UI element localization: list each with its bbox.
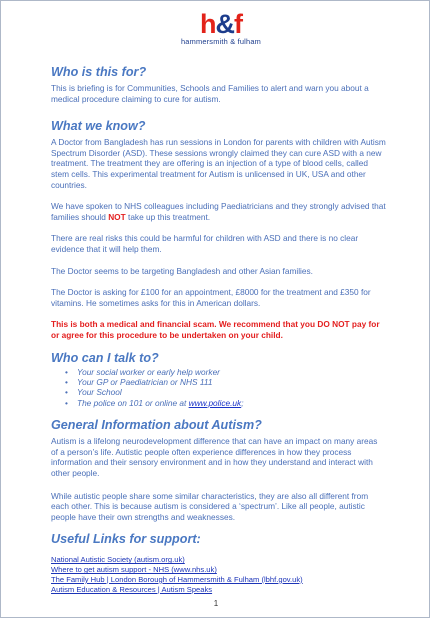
hf-logo <box>171 11 271 46</box>
talk-list <box>51 367 386 409</box>
logo-f: f <box>234 9 242 39</box>
not-emphasis: NOT <box>108 211 126 222</box>
link-nhs-autism-support[interactable]: Where to get autism support - NHS (www.nhs.uk) <box>51 565 217 575</box>
police-text: The police on 101 or online at <box>77 397 189 408</box>
logo-subtitle: hammersmith & fulham <box>181 37 261 46</box>
link-autism-speaks[interactable]: Autism Education & Resources | Autism Speaks <box>51 584 213 594</box>
link-national-autistic-society[interactable]: National Autistic Society (autism.org.uk) <box>51 555 185 565</box>
what-paragraph-5: The Doctor is asking for £100 for an appointment, £8000 for the treatment and £350 for vitamins. He sometimes asks for this in American dollars. <box>51 287 371 308</box>
what-paragraph-2 <box>51 201 386 222</box>
talk-heading: Who can I talk to? <box>51 350 159 365</box>
general-heading: General Information about Autism? <box>51 418 262 433</box>
list-item <box>77 398 386 408</box>
list-item: • Your GP or Paediatrician or NHS 111 <box>77 377 386 387</box>
list-item: • Your School <box>77 387 386 397</box>
links-list <box>51 555 386 594</box>
logo-h: h <box>200 9 216 39</box>
police-post: ; <box>241 397 244 408</box>
what-paragraph-1: A Doctor from Bangladesh has run sessions in London for parents with children with Autism Spectrum Disorder (ASD). These sessions wrongly claimed they can cure ASD with a new treatment. The treatment they are offering is an injection of a type of blood cells, called stem cells. This experimental treatment for Autism is unlicensed in UK, USA and other countries. <box>51 137 386 190</box>
document-body <box>51 65 386 594</box>
links-heading: Useful Links for support: <box>51 532 201 547</box>
link-family-hub[interactable]: The Family Hub | London Borough of Hammersmith & Fulham (lbhf.gov.uk) <box>51 574 303 584</box>
page-number: 1 <box>213 599 219 608</box>
who-heading: Who is this for? <box>51 65 147 79</box>
logo-amp: & <box>215 9 234 39</box>
what-p2-post: take up this treatment. <box>125 211 211 222</box>
general-paragraph-1: Autism is a lifelong neurodevelopment difference that can have an impact on many areas of a person’s life. Autistic people often experience differences in how they process information and their sensory environment and in how they understand and interact with other people. <box>51 436 378 478</box>
what-p2-pre: We have spoken to NHS colleagues including Paediatricians and they strongly advised that families should <box>51 201 386 222</box>
what-paragraph-3: There are real risks this could be harmful for children with ASD and there is no clear evidence that it will help them. <box>51 233 359 254</box>
scam-warning: This is both a medical and financial scam. We recommend that you DO NOT pay for or agree for this procedure to be undertaken on your child. <box>51 319 380 340</box>
what-paragraph-4: The Doctor seems to be targeting Bangladesh and other Asian families. <box>51 265 313 276</box>
general-paragraph-2: While autistic people share some similar characteristics, they are also all different from each other. This is because autism is considered a ‘spectrum’. Like all people, autistic people have their own strengths and weaknesses. <box>51 490 369 522</box>
who-text: This is briefing is for Communities, Schools and Families to alert and warn you about a medical procedure claiming to cure for autism. <box>51 83 369 104</box>
what-heading: What we know? <box>51 119 146 134</box>
police-link[interactable]: www.police.uk <box>188 397 242 408</box>
list-item: • Your social worker or early help worker <box>77 367 386 377</box>
logo-mark <box>171 11 271 37</box>
